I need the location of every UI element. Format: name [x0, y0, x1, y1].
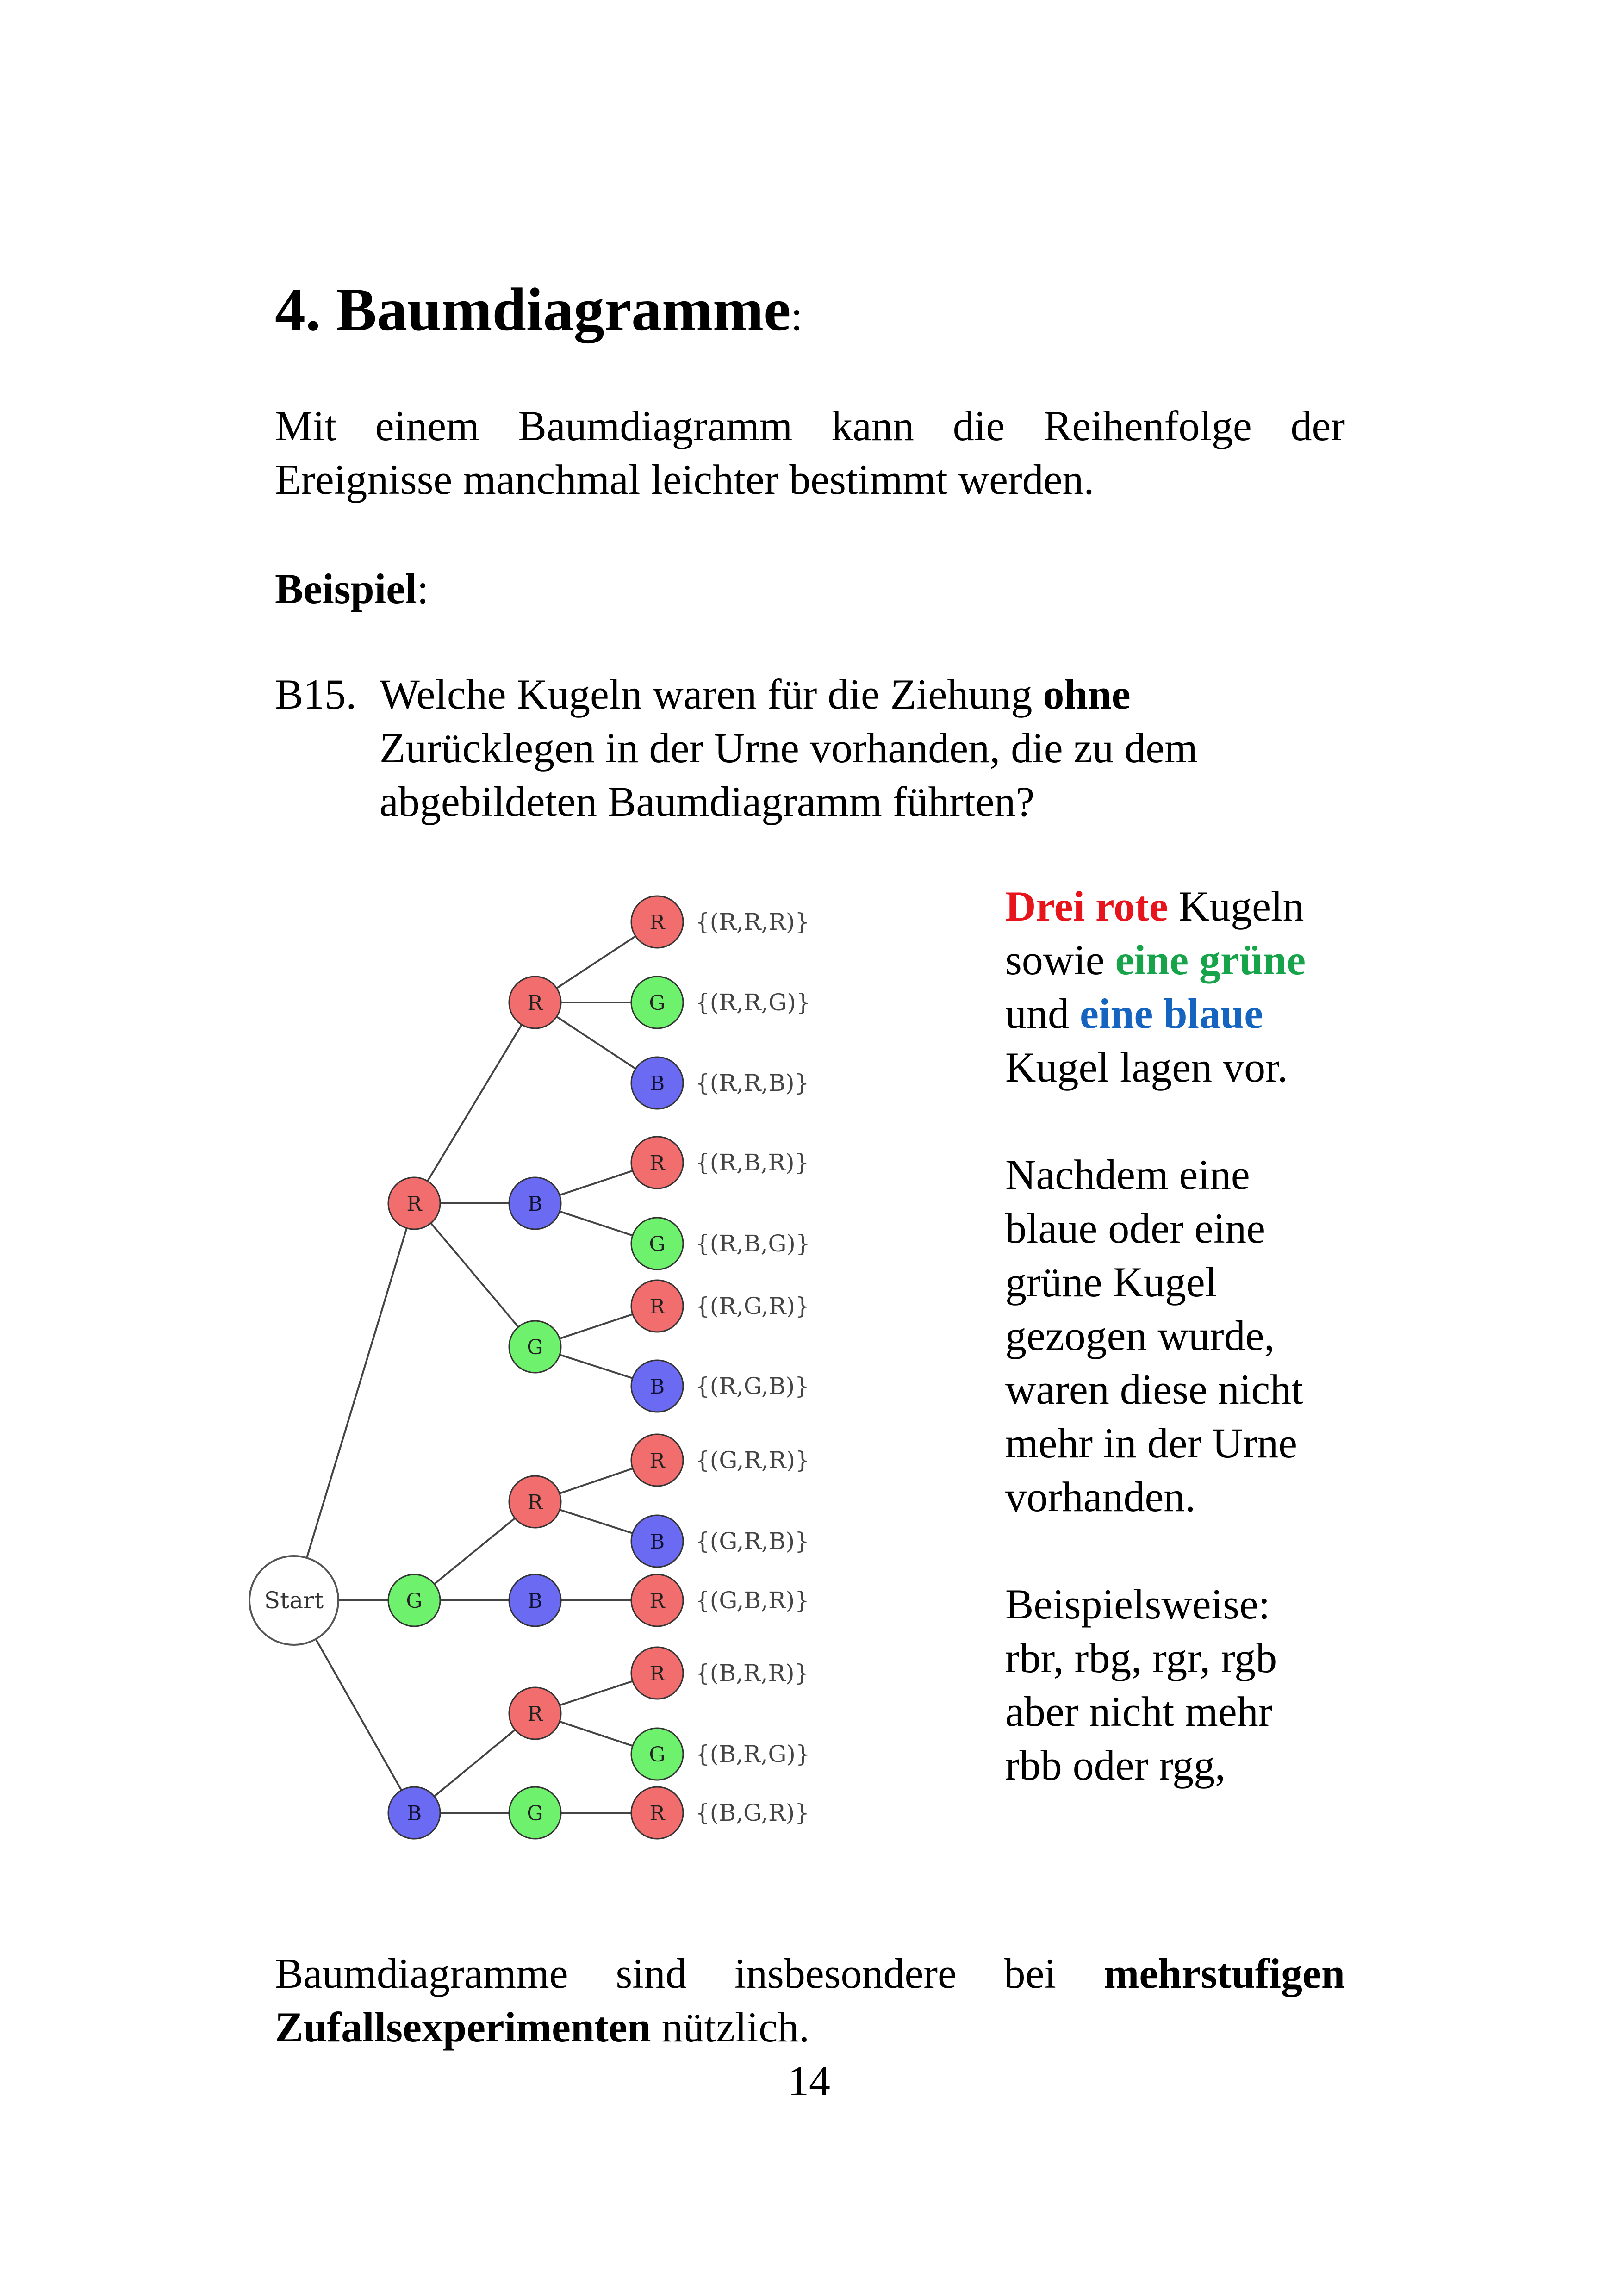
section-heading: [275, 273, 803, 346]
node-label: G: [649, 1232, 666, 1256]
tree-nodes: [249, 896, 811, 1839]
outcome-label: {(B,R,R)}: [695, 1660, 809, 1686]
tree-node-b: [509, 1177, 561, 1229]
tree-node-g: [631, 1728, 810, 1780]
section-heading-colon: :: [790, 292, 803, 339]
node-label: G: [527, 1336, 543, 1359]
tree-node-b: [631, 1515, 809, 1567]
node-label: R: [649, 1449, 665, 1473]
outcome-label: {(R,R,R)}: [695, 908, 810, 935]
tree-node-g: [631, 977, 811, 1028]
tree-node-r: [631, 1574, 809, 1626]
tree-node-g: [509, 1787, 561, 1839]
task-line: abgebildeten Baumdiagramm führten?: [380, 778, 1035, 825]
node-label: G: [527, 1802, 543, 1825]
closing-line: [275, 2000, 1345, 2054]
node-label: G: [649, 1743, 666, 1767]
closing-emphasis: Zufallsexperimenten: [275, 2004, 651, 2051]
task-line: [380, 667, 1198, 721]
tree-edge: [414, 1002, 535, 1203]
tree-node-r: [631, 1434, 810, 1486]
task-question: [380, 667, 1198, 828]
page-number: 14: [788, 2057, 830, 2104]
outcome-label: {(R,R,B)}: [695, 1070, 809, 1096]
node-label: R: [527, 1491, 543, 1514]
node-label: R: [649, 1662, 665, 1686]
tree-node-r: [509, 1476, 561, 1528]
explanation-line: waren diese nicht: [1005, 1366, 1303, 1413]
node-label: R: [527, 991, 543, 1015]
node-label: B: [649, 1072, 665, 1095]
tree-node-r: [631, 1280, 810, 1332]
tree-node-r: [388, 1177, 440, 1229]
tree-node-g: [509, 1321, 561, 1373]
explanation-line: vorhanden.: [1005, 1473, 1196, 1520]
tree-node-g: [631, 1218, 810, 1269]
answer-blue-emphasis: eine blaue: [1080, 990, 1263, 1037]
answer-text: [1005, 879, 1357, 1792]
answer-line: [1005, 987, 1357, 1040]
intro-line: Mit einem Baumdiagramm kann die Reihenfolge der: [275, 402, 1345, 449]
closing-emphasis: mehrstufigen: [1103, 1950, 1345, 1997]
tree-node-r: [631, 1787, 809, 1839]
closing-text: Baumdiagramme sind insbesondere bei: [275, 1950, 1104, 1997]
tree-node-r: [509, 1687, 561, 1739]
tree-node-b: [631, 1360, 809, 1412]
outcome-label: {(B,R,G)}: [695, 1741, 810, 1767]
node-label: R: [649, 1151, 665, 1175]
answer-red-emphasis: Drei rote: [1005, 883, 1168, 930]
node-label: R: [649, 1802, 665, 1825]
node-label: B: [527, 1589, 543, 1613]
answer-text-part: Kugeln: [1168, 883, 1304, 930]
explanation-line: Nachdem eine: [1005, 1151, 1250, 1198]
explanation-line: mehr in der Urne: [1005, 1419, 1297, 1467]
tree-edges: [294, 922, 657, 1813]
node-label: B: [406, 1802, 422, 1825]
paragraph-gap: [1005, 1524, 1357, 1577]
explanation-line: gezogen wurde,: [1005, 1312, 1275, 1359]
intro-line: Ereignisse manchmal leichter bestimmt werden.: [275, 456, 1095, 503]
example-label-colon: :: [417, 565, 429, 612]
closing-text: nützlich.: [651, 2004, 809, 2051]
node-label: R: [649, 1589, 665, 1613]
node-label: B: [649, 1375, 665, 1399]
tree-node-g: [388, 1574, 440, 1626]
tree-node-b: [509, 1574, 561, 1626]
answer-line: [1005, 933, 1357, 987]
outcome-label: {(R,B,R)}: [695, 1149, 809, 1176]
outcome-label: {(R,R,G)}: [695, 989, 811, 1016]
tree-start-node: [249, 1556, 338, 1645]
task-number: B15.: [275, 671, 357, 718]
outcome-label: {(R,B,G)}: [695, 1230, 810, 1257]
intro-paragraph: [275, 399, 1345, 506]
answer-green-emphasis: eine grüne: [1115, 936, 1306, 983]
node-label: R: [527, 1702, 543, 1726]
answer-text-part: sowie: [1005, 936, 1115, 983]
task-line: Zurücklegen in der Urne vorhanden, die zu dem: [380, 724, 1198, 772]
node-label: G: [649, 991, 666, 1015]
paragraph-gap: [1005, 1094, 1357, 1148]
start-label: Start: [264, 1587, 324, 1614]
example-label: [275, 562, 429, 616]
example-line: aber nicht mehr: [1005, 1688, 1273, 1735]
tree-node-r: [631, 896, 809, 948]
closing-paragraph: [275, 1947, 1345, 2054]
answer-line: Kugel lagen vor.: [1005, 1044, 1288, 1091]
example-label-text: Beispiel: [275, 565, 417, 612]
node-label: B: [527, 1192, 543, 1216]
outcome-label: {(R,G,R)}: [695, 1293, 810, 1319]
tree-node-b: [631, 1057, 809, 1109]
tree-edge: [294, 1203, 414, 1600]
example-line: Beispielsweise:: [1005, 1580, 1270, 1628]
outcome-label: {(G,R,R)}: [695, 1447, 810, 1474]
tree-node-r: [631, 1137, 809, 1188]
node-label: B: [649, 1530, 665, 1554]
closing-line: [275, 1947, 1345, 2000]
tree-node-r: [631, 1647, 809, 1699]
explanation-line: grüne Kugel: [1005, 1258, 1217, 1306]
task-emphasis: ohne: [1043, 671, 1131, 718]
node-label: G: [406, 1589, 423, 1613]
outcome-label: {(G,B,R)}: [695, 1587, 809, 1614]
tree-edge: [414, 1203, 535, 1347]
outcome-label: {(G,R,B)}: [695, 1528, 809, 1555]
section-heading-text: 4. Baumdiagramme: [275, 275, 791, 343]
tree-diagram: [231, 875, 907, 1856]
outcome-label: {(R,G,B)}: [695, 1373, 809, 1400]
answer-line: [1005, 879, 1357, 933]
outcome-label: {(B,G,R)}: [695, 1799, 809, 1826]
example-line: rbb oder rgg,: [1005, 1742, 1226, 1789]
answer-text-part: und: [1005, 990, 1080, 1037]
example-line: rbr, rbg, rgr, rgb: [1005, 1634, 1277, 1681]
node-label: R: [406, 1192, 422, 1216]
explanation-line: blaue oder eine: [1005, 1205, 1265, 1252]
task-line-text: Welche Kugeln waren für die Ziehung: [380, 671, 1043, 718]
tree-node-r: [509, 977, 561, 1028]
node-label: R: [649, 911, 665, 934]
tree-node-b: [388, 1787, 440, 1839]
node-label: R: [649, 1295, 665, 1319]
